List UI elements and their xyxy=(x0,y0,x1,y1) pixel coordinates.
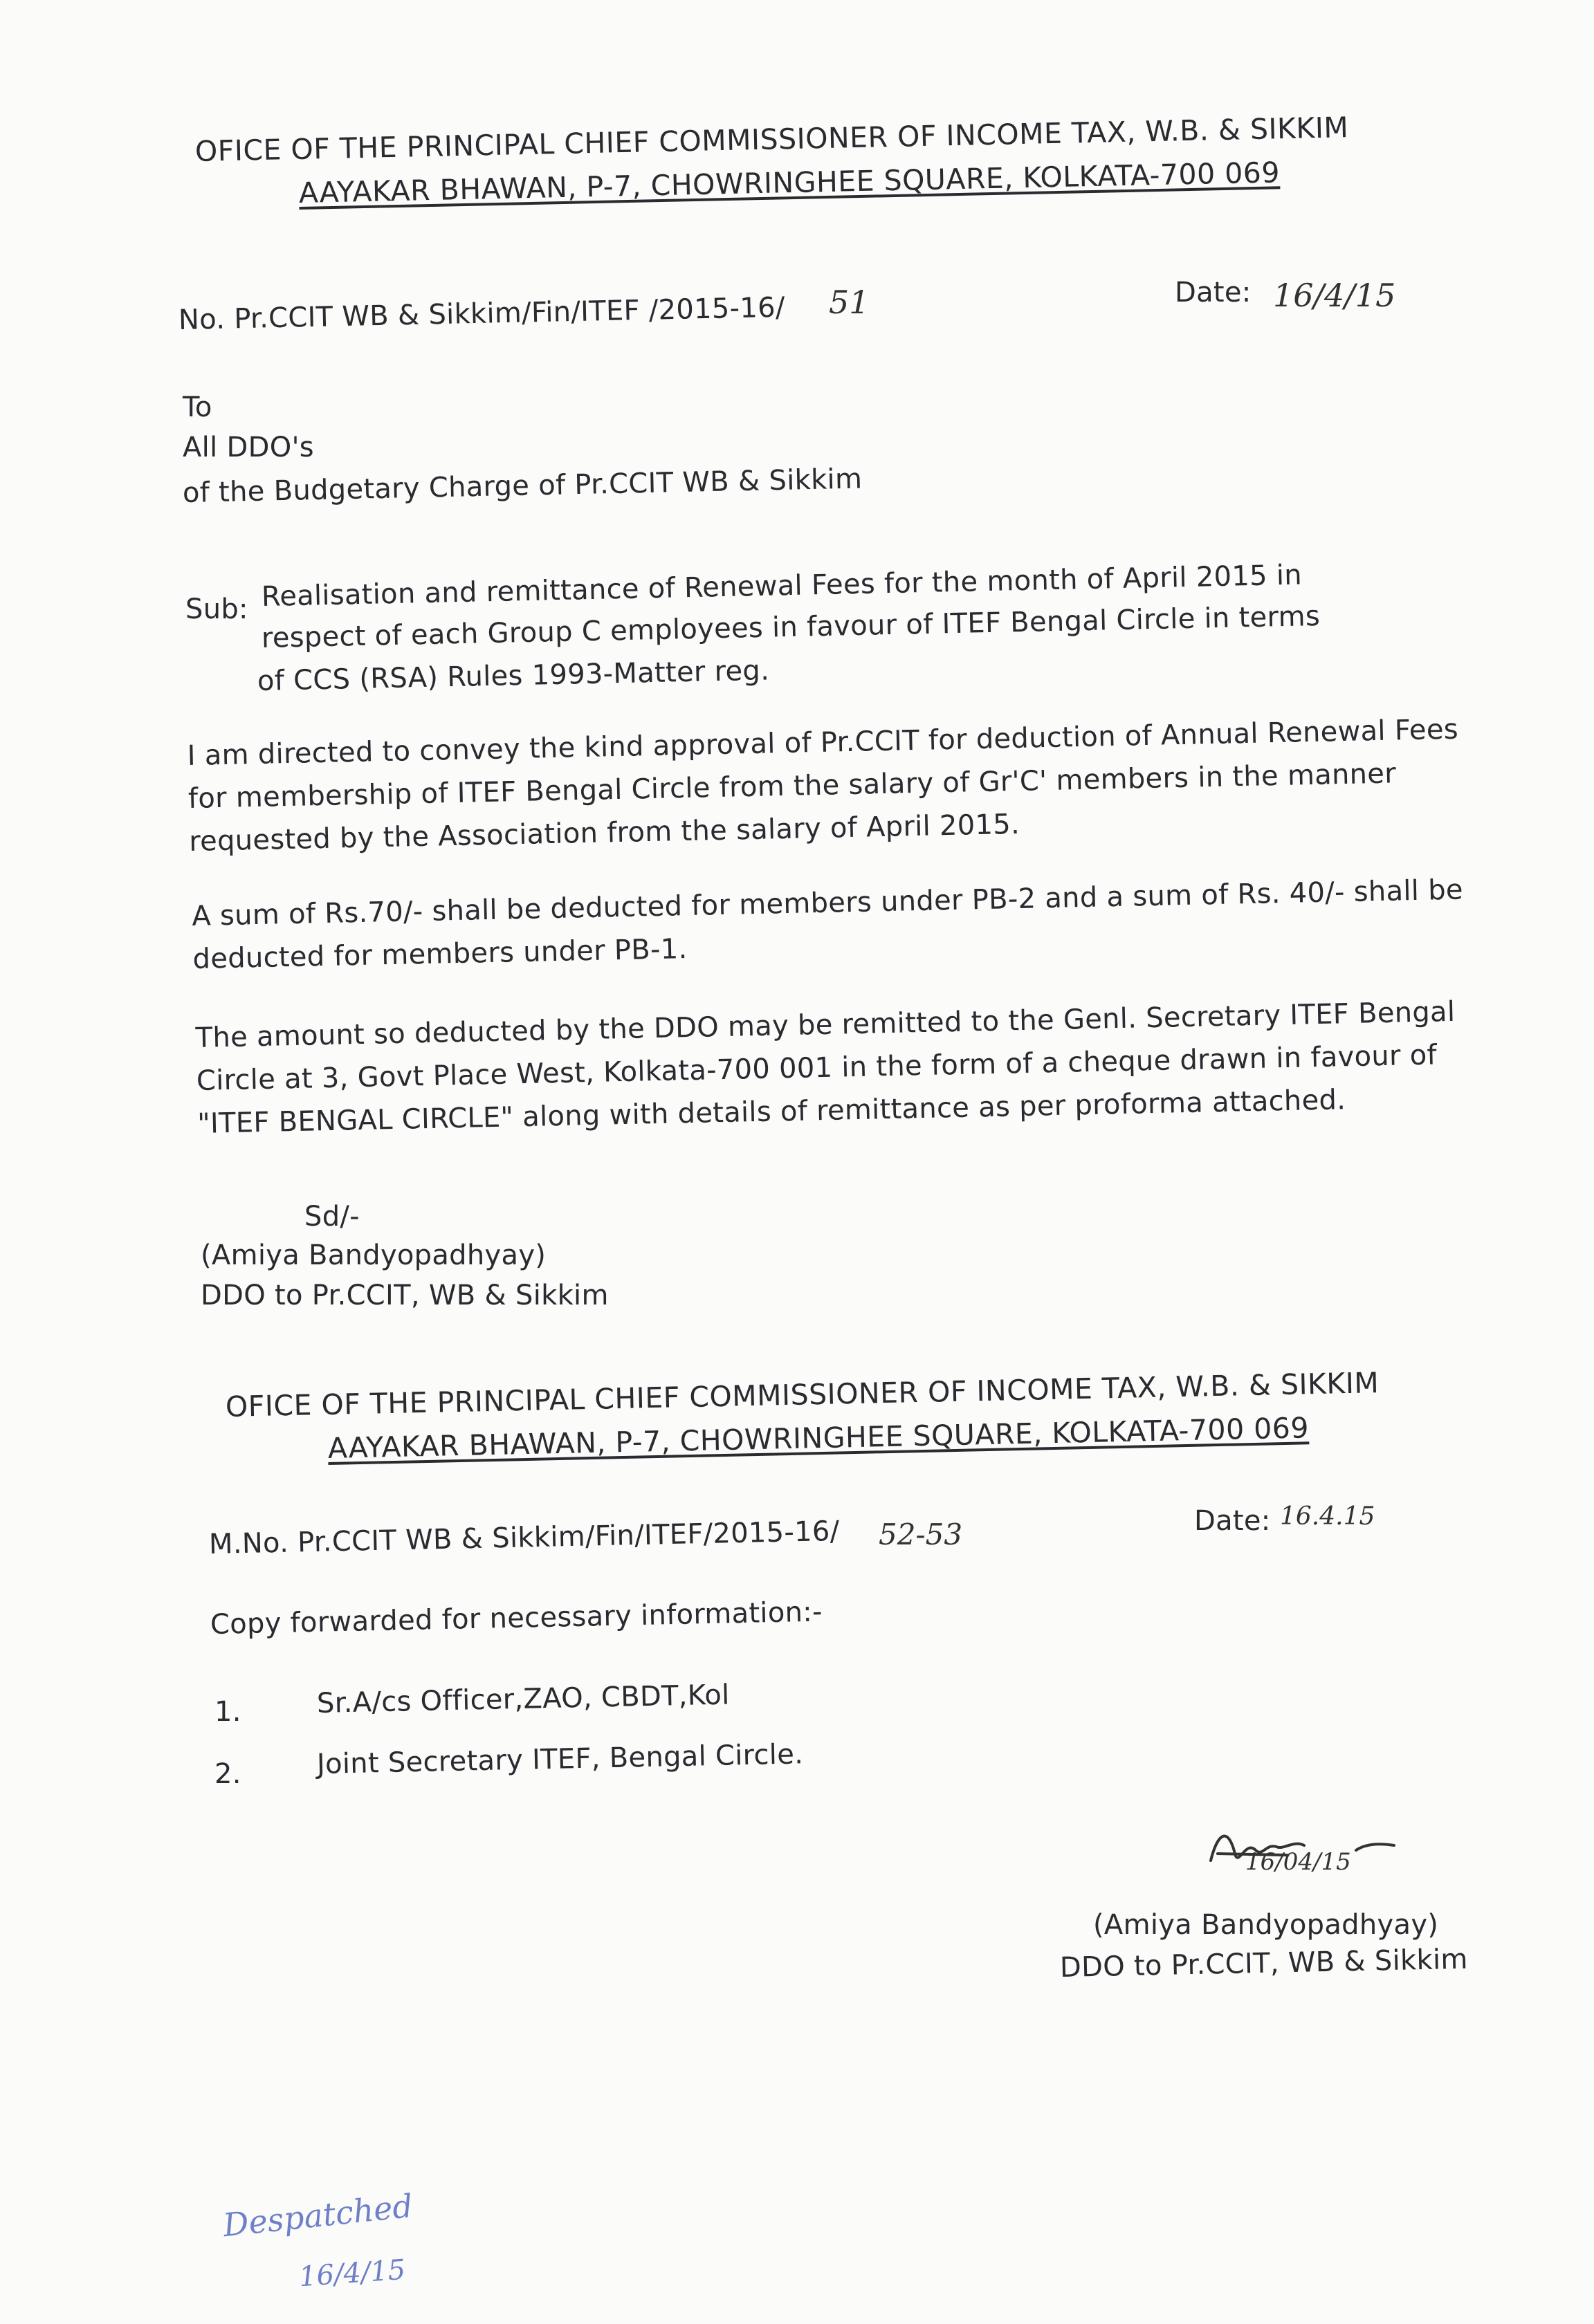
memo-office-header-line2: AAYAKAR BHAWAN, P-7, CHOWRINGHEE SQUARE, KOLKATA-700 069 xyxy=(327,1411,1310,1465)
paragraph-line: for membership of ITEF Bengal Circle from the salary of Gr'C' members in the manner xyxy=(187,757,1397,815)
memo-date-label: Date: xyxy=(1194,1505,1271,1537)
office-header-line2: AAYAKAR BHAWAN, P-7, CHOWRINGHEE SQUARE, KOLKATA-700 069 xyxy=(298,156,1281,210)
recipient-number: 1. xyxy=(214,1696,241,1728)
signatory-title: DDO to Pr.CCIT, WB & Sikkim xyxy=(201,1280,609,1311)
paragraph-line: Circle at 3, Govt Place West, Kolkata-700 001 in the form of a cheque drawn in favour of xyxy=(196,1039,1438,1097)
to-recipient: All DDO's xyxy=(183,432,314,463)
memo-signatory-name: (Amiya Bandyopadhyay) xyxy=(1093,1909,1439,1941)
paragraph-line: "ITEF BENGAL CIRCLE" along with details of remittance as per proforma attached. xyxy=(196,1084,1346,1140)
to-recipient-detail: of the Budgetary Charge of Pr.CCIT WB & Sikkim xyxy=(182,463,863,509)
signatory-name: (Amiya Bandyopadhyay) xyxy=(201,1239,547,1271)
to-label: To xyxy=(183,391,212,423)
paragraph-line: A sum of Rs.70/- shall be deducted for members under PB-2 and a sum of Rs. 40/- shall be xyxy=(191,874,1464,933)
paragraph-line: requested by the Association from the salary of April 2015. xyxy=(188,808,1020,858)
recipient-item: Sr.A/cs Officer,ZAO, CBDT,Kol xyxy=(316,1679,730,1719)
letter-date-handwritten: 16/4/15 xyxy=(1273,277,1396,314)
letter-date-label: Date: xyxy=(1175,277,1252,308)
memo-ref-handwritten: 52-53 xyxy=(879,1518,963,1551)
despatch-note-line1: Despatched xyxy=(221,2186,415,2244)
recipient-number: 2. xyxy=(214,1758,241,1790)
subject-line-3: of CCS (RSA) Rules 1993-Matter reg. xyxy=(257,654,770,697)
memo-ref-no: M.No. Pr.CCIT WB & Sikkim/Fin/ITEF/2015-16/ xyxy=(208,1515,840,1560)
signature-date: 16/04/15 xyxy=(1245,1848,1351,1876)
letter-ref-handwritten: 51 xyxy=(829,284,870,321)
body-paragraph-3 xyxy=(195,990,1457,1145)
office-header-line1: OFICE OF THE PRINCIPAL CHIEF COMMISSIONER OF INCOME TAX, W.B. & SIKKIM xyxy=(194,111,1349,168)
memo-signatory-title: DDO to Pr.CCIT, WB & Sikkim xyxy=(1059,1943,1469,1984)
subject-line-1: Realisation and remittance of Renewal Fees for the month of April 2015 in xyxy=(261,559,1303,613)
copy-forwarded-line: Copy forwarded for necessary information:- xyxy=(210,1596,823,1641)
recipient-item: Joint Secretary ITEF, Bengal Circle. xyxy=(316,1738,804,1780)
memo-office-header-line1: OFICE OF THE PRINCIPAL CHIEF COMMISSIONER OF INCOME TAX, W.B. & SIKKIM xyxy=(225,1366,1380,1423)
body-paragraph-1 xyxy=(187,708,1460,863)
paragraph-line: I am directed to convey the kind approval of Pr.CCIT for deduction of Annual Renewal Fees xyxy=(187,713,1459,773)
subject-line-2: respect of each Group C employees in favour of ITEF Bengal Circle in terms xyxy=(261,600,1321,654)
subject-label: Sub: xyxy=(185,593,248,625)
memo-date-handwritten: 16.4.15 xyxy=(1280,1502,1375,1531)
paragraph-line: The amount so deducted by the DDO may be remitted to the Genl. Secretary ITEF Bengal xyxy=(195,995,1456,1055)
despatch-note-line2: 16/4/15 xyxy=(297,2253,407,2294)
body-paragraph-2 xyxy=(192,869,1465,981)
signed-mark: Sd/- xyxy=(304,1201,360,1233)
letter-ref-no: No. Pr.CCIT WB & Sikkim/Fin/ITEF /2015-16/ xyxy=(178,291,786,336)
paragraph-line: deducted for members under PB-1. xyxy=(192,933,688,975)
